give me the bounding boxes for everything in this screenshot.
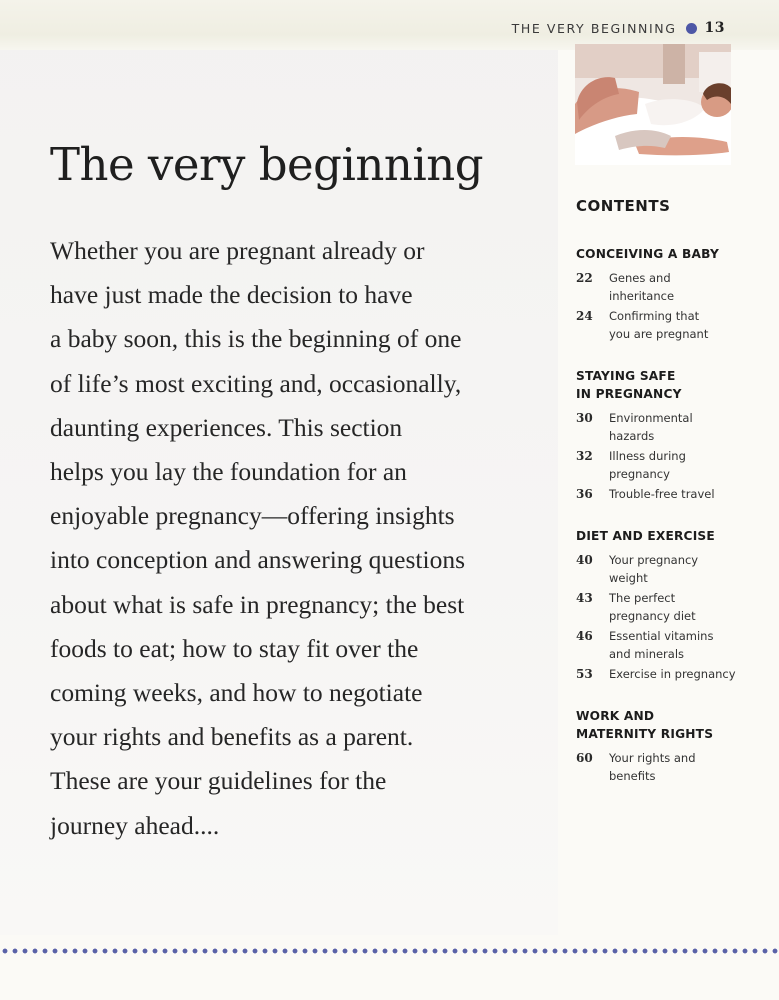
toc-entry-page: 60 xyxy=(576,751,593,765)
toc-section-title-line: IN PREGNANCY xyxy=(576,387,682,401)
toc-entry-title-line: Environmental xyxy=(609,411,693,425)
toc-entry-page: 53 xyxy=(576,667,593,681)
toc-entry-title-line: and minerals xyxy=(609,647,685,661)
toc-entry xyxy=(576,269,776,305)
toc-entry-title-line: Confirming that xyxy=(609,309,700,323)
toc-section-title-line: DIET AND EXERCISE xyxy=(576,529,715,543)
toc-entry-title-line: inheritance xyxy=(609,289,675,303)
toc-entry-page: 43 xyxy=(576,591,593,605)
toc-entry-title xyxy=(609,749,769,785)
toc-entry xyxy=(576,307,776,343)
toc-entry-title-line: Your rights and xyxy=(609,751,696,765)
toc-entry-title-line: Illness during xyxy=(609,449,686,463)
intro-line: into conception and answering questions xyxy=(50,545,465,575)
toc-section-title xyxy=(576,527,776,545)
toc-entry-title-line: hazards xyxy=(609,429,655,443)
toc-section-title xyxy=(576,367,776,403)
toc-entry-title-line: weight xyxy=(609,571,648,585)
toc-entry-page: 40 xyxy=(576,553,593,567)
running-head xyxy=(512,20,725,36)
toc-entry-page: 32 xyxy=(576,449,593,463)
toc-entry-title xyxy=(609,307,769,343)
toc-entry-title-line: Trouble-free travel xyxy=(609,487,715,501)
contents-title: CONTENTS xyxy=(576,197,671,215)
sleeping-woman-photo xyxy=(575,44,731,165)
toc-entry-title-line: pregnancy diet xyxy=(609,609,696,623)
toc-entry xyxy=(576,447,776,483)
toc-entry-title-line: Genes and xyxy=(609,271,671,285)
toc-section-title-line: CONCEIVING A BABY xyxy=(576,247,719,261)
toc-section-title-line: STAYING SAFE xyxy=(576,369,676,383)
toc-entry-title xyxy=(609,447,769,483)
toc-section xyxy=(576,367,776,503)
running-title: THE VERY BEGINNING xyxy=(511,20,677,36)
toc-section xyxy=(576,245,776,343)
toc-entry-title xyxy=(609,269,769,305)
intro-line: foods to eat; how to stay fit over the xyxy=(50,633,419,663)
toc-entry xyxy=(576,551,776,587)
toc-entry-title xyxy=(609,627,769,663)
intro-line: of life’s most exciting and, occasionally, xyxy=(50,368,462,398)
toc-entry-title-line: you are pregnant xyxy=(609,327,709,341)
toc-section-title xyxy=(576,245,776,263)
intro-line: journey ahead.... xyxy=(50,810,220,840)
toc-section-title-line: WORK AND xyxy=(576,709,655,723)
toc-entry-title-line: benefits xyxy=(609,769,656,783)
toc-section-title-line: MATERNITY RIGHTS xyxy=(576,727,714,741)
table-of-contents xyxy=(576,245,776,809)
toc-entry xyxy=(576,665,776,683)
bullet-dot-icon xyxy=(686,23,697,34)
toc-entry xyxy=(576,627,776,663)
toc-entry-title xyxy=(609,409,769,445)
toc-section xyxy=(576,527,776,683)
intro-line: about what is safe in pregnancy; the best xyxy=(50,589,465,619)
toc-entry-page: 46 xyxy=(576,629,593,643)
toc-entry-title-line: Essential vitamins xyxy=(609,629,714,643)
toc-entry xyxy=(576,409,776,445)
toc-entry-title-line: Your pregnancy xyxy=(609,553,699,567)
toc-entry-title xyxy=(609,485,769,503)
toc-entry-title-line: Exercise in pregnancy xyxy=(609,667,736,681)
intro-line: enjoyable pregnancy—offering insights xyxy=(50,501,455,531)
intro-line: helps you lay the foundation for an xyxy=(50,457,407,487)
intro-line: a baby soon, this is the beginning of one xyxy=(50,324,462,354)
toc-entry-page: 22 xyxy=(576,271,593,285)
intro-line: your rights and benefits as a parent. xyxy=(50,722,414,752)
intro-line: coming weeks, and how to negotiate xyxy=(50,678,423,708)
toc-entry-title-line: pregnancy xyxy=(609,467,670,481)
toc-section-title xyxy=(576,707,776,743)
intro-line: have just made the decision to have xyxy=(50,280,413,310)
intro-line: daunting experiences. This section xyxy=(50,412,403,442)
page-number: 13 xyxy=(704,20,725,36)
toc-entry xyxy=(576,485,776,503)
intro-line: Whether you are pregnant already or xyxy=(50,236,425,265)
toc-entry xyxy=(576,589,776,625)
toc-section xyxy=(576,707,776,785)
toc-entry-page: 30 xyxy=(576,411,593,425)
toc-entry-title xyxy=(609,589,769,625)
intro-text xyxy=(50,229,530,848)
toc-entry-page: 36 xyxy=(576,487,593,501)
page-title: The very beginning xyxy=(50,138,484,191)
toc-entry-title xyxy=(609,665,769,683)
toc-entry-title xyxy=(609,551,769,587)
toc-entry xyxy=(576,749,776,785)
toc-entry-page: 24 xyxy=(576,309,593,323)
dotted-divider xyxy=(0,946,779,956)
toc-entry-title-line: The perfect xyxy=(609,591,676,605)
intro-line: These are your guidelines for the xyxy=(50,766,387,796)
